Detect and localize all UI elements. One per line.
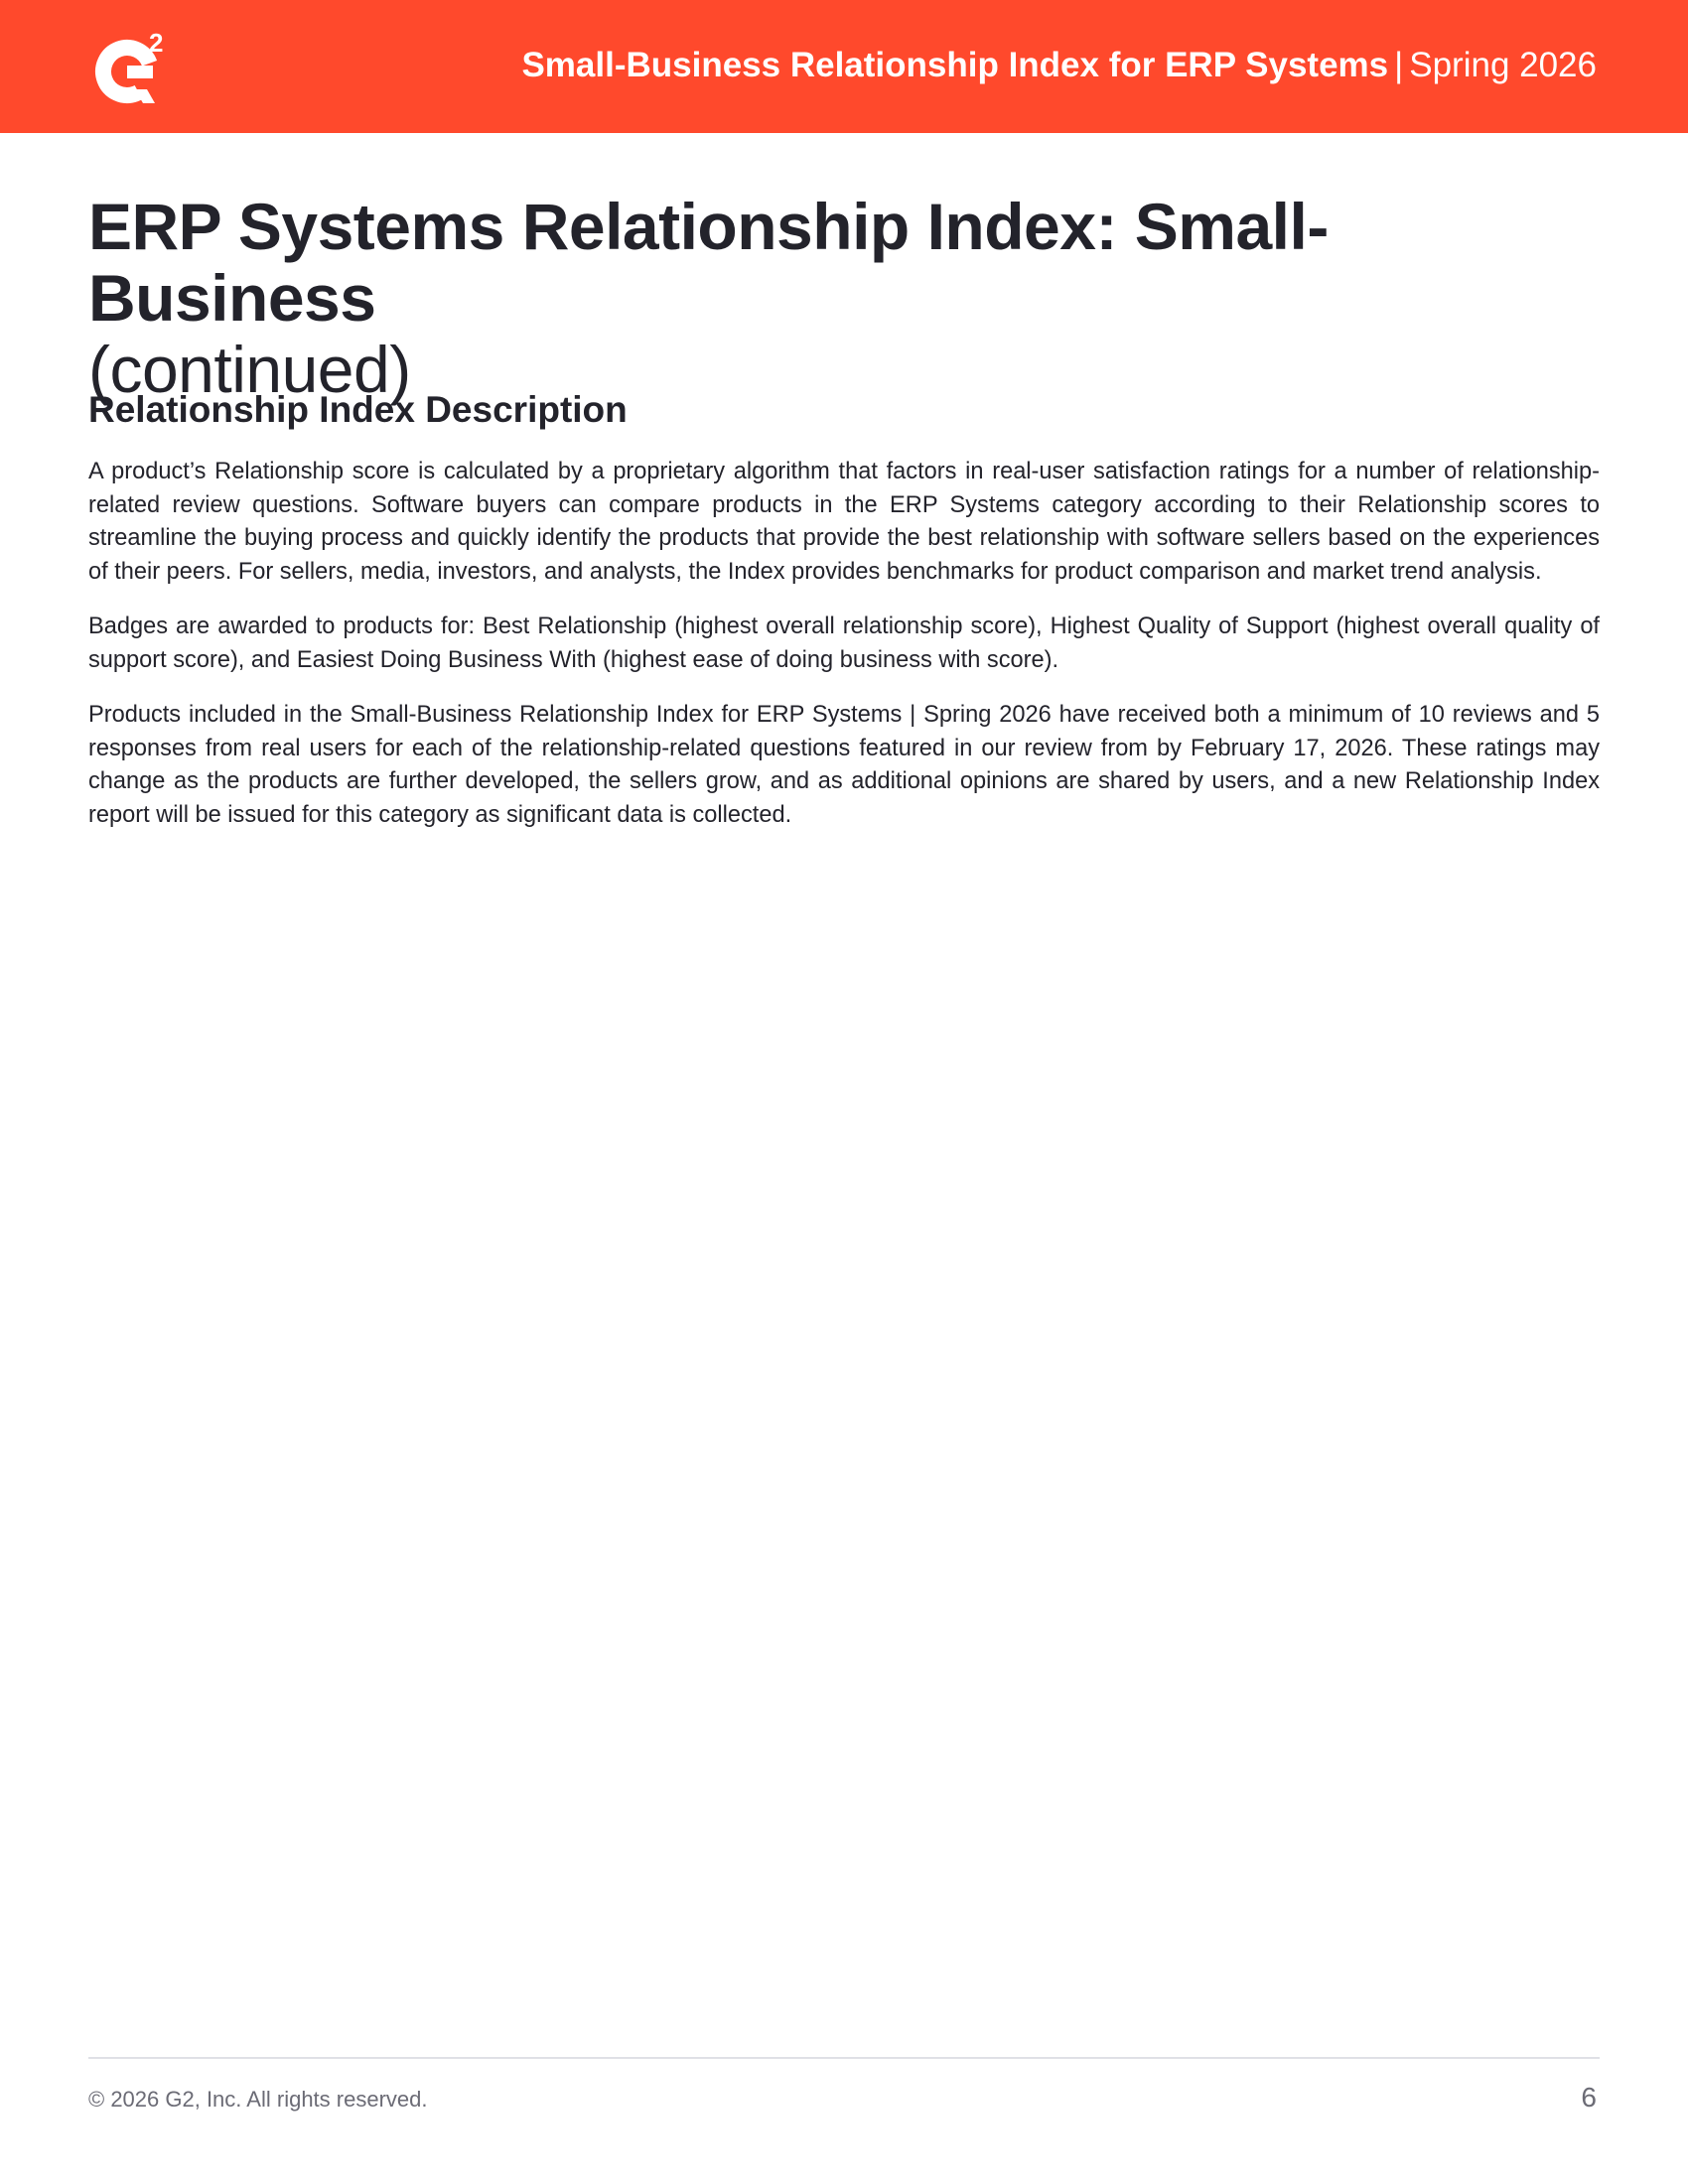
description-paragraph-1: A product’s Relationship score is calculated by a proprietary algorithm that factors in real-user satisfaction ratings for a number of relationship-related review questions. Software buyers can compare products in the ERP Systems category according to their Relationship scores to streamline the buying process and quickly identify the products that provide the best relationship with software sellers based on the experiences of their peers. For sellers, media, investors, and analysts, the Index provides benchmarks for product comparison and market trend analysis. [88, 459, 1600, 585]
report-header-title [521, 42, 1597, 89]
footer-divider [88, 2057, 1600, 2059]
page-number: 6 [1581, 2082, 1597, 2113]
description-paragraph-3: Products included in the Small-Business Relationship Index for ERP Systems | Spring 2026 have received both a minimum of 10 reviews and 5 responses from real users for each of the relationship-related questions featured in our review from by February 17, 2026. These ratings may change as the products are further developed, the sellers grow, and as additional opinions are shared by users, and a new Relationship Index report will be issued for this category as significant data is collected. [88, 702, 1600, 828]
footer-copyright: © 2026 G2, Inc. All rights reserved. [88, 2087, 428, 2112]
description-paragraph-2: Badges are awarded to products for: Best Relationship (highest overall relationship score), Highest Quality of Support (highest overall quality of support score), and Easiest Doing Business With (highest ease of doing business with score). [88, 614, 1600, 673]
page-title-continued: (continued) [88, 333, 411, 406]
header-bar [0, 0, 1688, 133]
g2-logo-icon [89, 26, 173, 109]
section-heading: Relationship Index Description [88, 389, 628, 430]
report-season: Spring 2026 [1409, 46, 1597, 84]
svg-text:2: 2 [149, 28, 164, 58]
page-title-main: ERP Systems Relationship Index: Small-Business [88, 190, 1329, 335]
description-body [88, 456, 1600, 854]
report-title: Small-Business Relationship Index for ERP Systems [521, 46, 1389, 84]
header-separator: | [1394, 46, 1404, 84]
page-title [88, 191, 1608, 405]
